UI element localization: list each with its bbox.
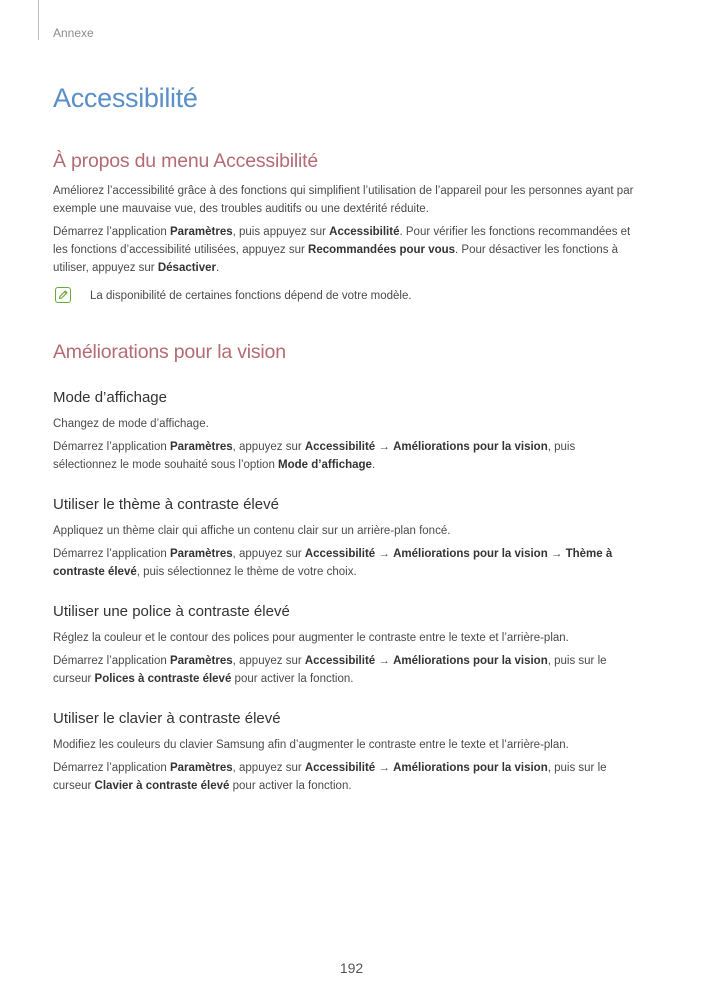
- note: [53, 287, 638, 305]
- high-contrast-keyboard-instructions: Démarrez l’application Paramètres, appuyez sur Accessibilité → Améliorations pour la vision, puis sur le curseur Clavier à contraste élevé pour activer la fonction.: [53, 762, 607, 792]
- high-contrast-keyboard-desc: Modifiez les couleurs du clavier Samsung afin d’augmenter le contraste entre le texte et l’arrière-plan.: [53, 739, 569, 751]
- about-intro: Améliorez l’accessibilité grâce à des fonctions qui simplifient l’utilisation de l’appareil pour les personnes ayant par exemple une mauvaise vue, des troubles auditifs ou une dextérité réduite.: [53, 185, 634, 215]
- heading-high-contrast-theme: Utiliser le thème à contraste élevé: [53, 496, 279, 513]
- note-text: La disponibilité de certaines fonctions dépend de votre modèle.: [90, 290, 412, 302]
- note-pencil-icon: [55, 287, 71, 303]
- high-contrast-font-instructions: Démarrez l’application Paramètres, appuyez sur Accessibilité → Améliorations pour la vision, puis sur le curseur Polices à contraste élevé pour activer la fonction.: [53, 655, 607, 685]
- display-mode-desc: Changez de mode d’affichage.: [53, 418, 209, 430]
- high-contrast-font-desc: Réglez la couleur et le contour des polices pour augmenter le contraste entre le texte et l’arrière-plan.: [53, 632, 569, 644]
- heading-high-contrast-keyboard: Utiliser le clavier à contraste élevé: [53, 710, 281, 727]
- page-title: Accessibilité: [53, 83, 198, 113]
- high-contrast-theme-instructions: Démarrez l’application Paramètres, appuyez sur Accessibilité → Améliorations pour la vision → Thème à contraste élevé, puis sélectionnez le thème de votre choix.: [53, 548, 613, 578]
- about-instructions: Démarrez l’application Paramètres, puis appuyez sur Accessibilité. Pour vérifier les fonctions recommandées et les fonctions d’accessibilité utilisées, appuyez sur Recommandées pour vous. Pour désactiver les fonctions à utiliser, appuyez sur Désactiver.: [53, 226, 631, 274]
- heading-display-mode: Mode d’affichage: [53, 389, 167, 406]
- display-mode-instructions: Démarrez l’application Paramètres, appuyez sur Accessibilité → Améliorations pour la vision, puis sélectionnez le mode souhaité sous l’option Mode d’affichage.: [53, 441, 576, 471]
- heading-about: À propos du menu Accessibilité: [53, 150, 318, 172]
- high-contrast-theme-desc: Appliquez un thème clair qui affiche un contenu clair sur un arrière-plan foncé.: [53, 525, 451, 537]
- section-label: Annexe: [53, 26, 94, 40]
- heading-high-contrast-font: Utiliser une police à contraste élevé: [53, 603, 290, 620]
- heading-vision: Améliorations pour la vision: [53, 341, 286, 363]
- page-number: 192: [339, 960, 364, 976]
- header-side-rule: [38, 0, 39, 40]
- page-content: [53, 80, 638, 795]
